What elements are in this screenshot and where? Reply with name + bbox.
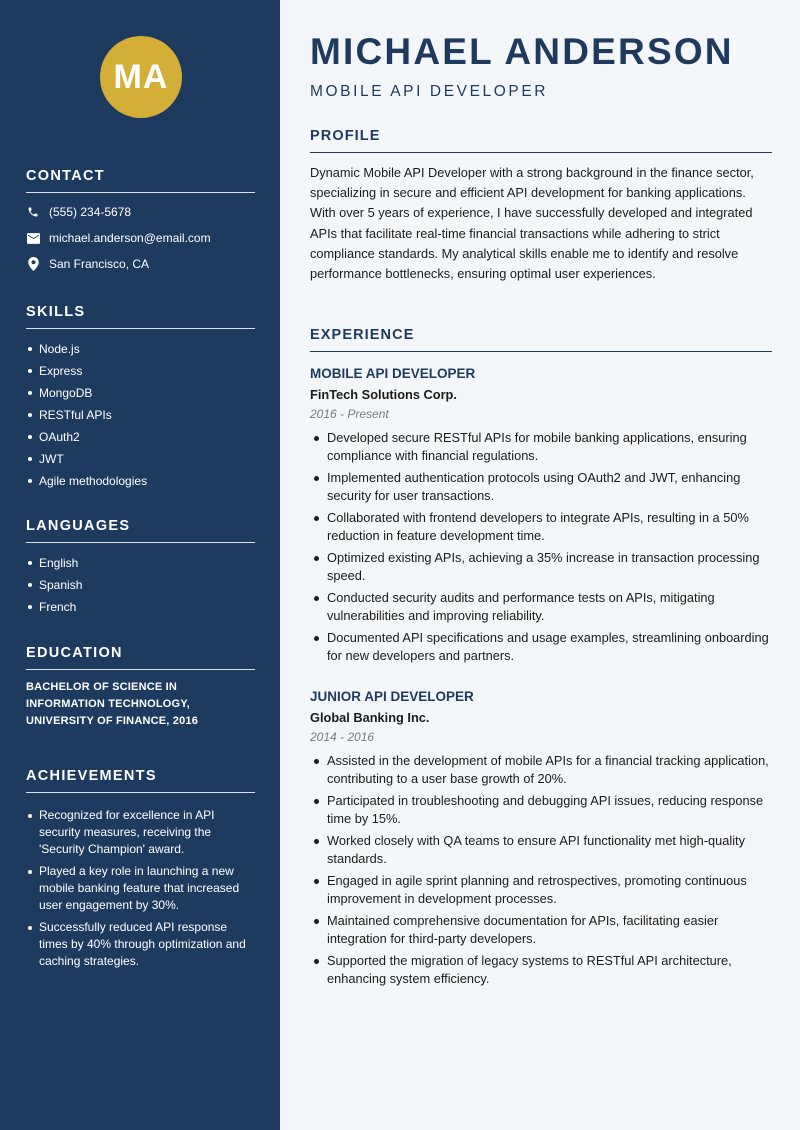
skill-item: OAuth2 xyxy=(26,426,255,448)
phone-icon xyxy=(26,205,40,219)
job-title: JUNIOR API DEVELOPER xyxy=(310,689,474,704)
candidate-role: MOBILE API DEVELOPER xyxy=(310,83,549,100)
education-section xyxy=(26,645,255,730)
location-pin-icon xyxy=(26,257,40,271)
language-item: English xyxy=(26,552,255,574)
phone-text[interactable]: (555) 234-5678 xyxy=(49,205,132,219)
candidate-name: MICHAEL ANDERSON xyxy=(310,31,734,72)
achievements-section xyxy=(26,768,255,975)
skill-item: Agile methodologies xyxy=(26,470,255,492)
skills-list xyxy=(26,338,255,492)
contact-heading: CONTACT xyxy=(26,168,255,193)
skill-item: Express xyxy=(26,360,255,382)
job-bullet: Conducted security audits and performance tests on APIs, mitigating vulnerabilities and improving reliability. xyxy=(310,589,772,625)
job-bullet: Optimized existing APIs, achieving a 35% increase in transaction processing speed. xyxy=(310,549,772,585)
avatar: MA xyxy=(100,36,182,118)
job-bullet: Assisted in the development of mobile APIs for a financial tracking application, contributing to a user base growth of 20%. xyxy=(310,752,772,788)
contact-phone xyxy=(26,199,255,225)
skill-item: JWT xyxy=(26,448,255,470)
profile-text: Dynamic Mobile API Developer with a strong background in the finance sector, specializing in secure and efficient API development for banking applications. With over 5 years of experience, I have successfully developed and integrated APIs that facilitate real-time financial transactions while adhering to strict compliance standards. My analytical skills enable me to identify and resolve performance bottlenecks, ensuring optimal user experiences. xyxy=(310,165,754,282)
job-company: FinTech Solutions Corp. xyxy=(310,387,457,402)
job-dates: 2016 - Present xyxy=(310,407,389,421)
job-bullets xyxy=(310,429,772,665)
language-item: Spanish xyxy=(26,574,255,596)
education-degree: BACHELOR OF SCIENCE IN INFORMATION TECHNOLOGY, UNIVERSITY OF FINANCE, 2016 xyxy=(26,681,199,727)
job-bullet: Participated in troubleshooting and debugging API issues, reducing response time by 15%. xyxy=(310,792,772,828)
contact-location xyxy=(26,251,255,277)
location-text: San Francisco, CA xyxy=(49,257,150,271)
job-bullets xyxy=(310,752,772,988)
contact-section xyxy=(26,168,255,277)
achievement-item: Recognized for excellence in API security measures, receiving the 'Security Champion' award. xyxy=(26,807,255,858)
achievements-list xyxy=(26,807,255,970)
achievement-item: Played a key role in launching a new mobile banking feature that increased user engagement by 30%. xyxy=(26,863,255,914)
experience-heading: EXPERIENCE xyxy=(310,327,772,352)
job-bullet: Developed secure RESTful APIs for mobile banking applications, ensuring compliance with financial regulations. xyxy=(310,429,772,465)
languages-section xyxy=(26,518,255,618)
job-title: MOBILE API DEVELOPER xyxy=(310,366,476,381)
skill-item: MongoDB xyxy=(26,382,255,404)
job-bullet: Engaged in agile sprint planning and retrospectives, promoting continuous improvement in development processes. xyxy=(310,872,772,908)
education-heading: EDUCATION xyxy=(26,645,255,670)
achievements-heading: ACHIEVEMENTS xyxy=(26,768,255,793)
job-bullet: Collaborated with frontend developers to integrate APIs, resulting in a 50% reduction in feature development time. xyxy=(310,509,772,545)
profile-heading: PROFILE xyxy=(310,128,772,153)
achievement-item: Successfully reduced API response times by 40% through optimization and caching strategies. xyxy=(26,919,255,970)
job-entry xyxy=(310,366,772,669)
job-entry xyxy=(310,689,772,992)
skills-heading: SKILLS xyxy=(26,304,255,329)
email-text[interactable]: michael.anderson@email.com xyxy=(49,231,211,245)
email-icon xyxy=(26,231,40,245)
skill-item: RESTful APIs xyxy=(26,404,255,426)
skill-item: Node.js xyxy=(26,338,255,360)
languages-list xyxy=(26,552,255,618)
job-bullet: Worked closely with QA teams to ensure API functionality met high-quality standards. xyxy=(310,832,772,868)
job-company: Global Banking Inc. xyxy=(310,710,430,725)
job-bullet: Supported the migration of legacy systems to RESTful API architecture, enhancing system efficiency. xyxy=(310,952,772,988)
skills-section xyxy=(26,304,255,492)
contact-email xyxy=(26,225,255,251)
job-bullet: Implemented authentication protocols using OAuth2 and JWT, enhancing security for user transactions. xyxy=(310,469,772,505)
job-bullet: Maintained comprehensive documentation for APIs, facilitating easier integration for third-party developers. xyxy=(310,912,772,948)
job-dates: 2014 - 2016 xyxy=(310,730,375,744)
job-bullet: Documented API specifications and usage examples, streamlining onboarding for new developers and partners. xyxy=(310,629,772,665)
language-item: French xyxy=(26,596,255,618)
sidebar xyxy=(0,0,280,1130)
languages-heading: LANGUAGES xyxy=(26,518,255,543)
